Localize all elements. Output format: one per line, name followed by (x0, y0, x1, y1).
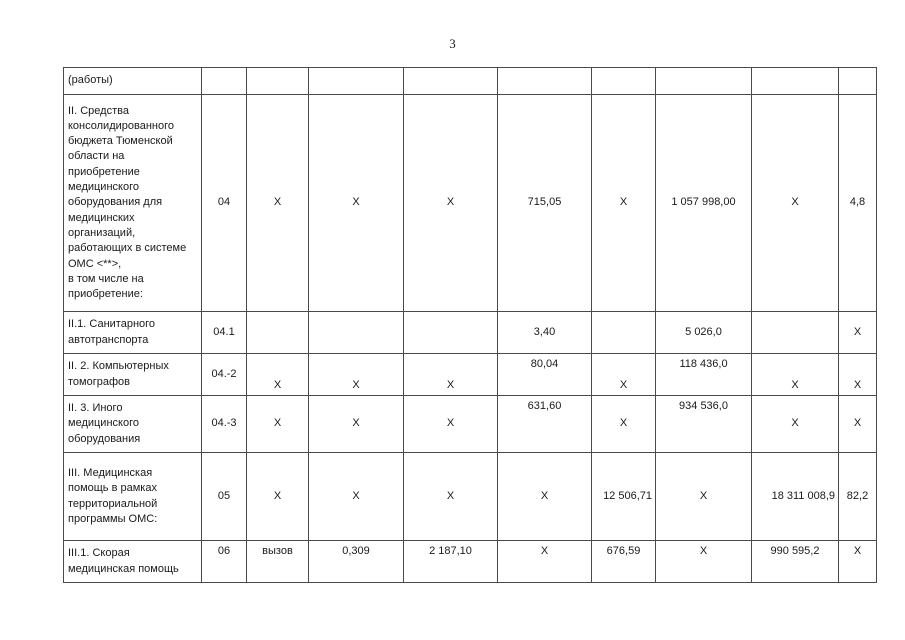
table-cell (752, 68, 839, 95)
table-cell: Х (309, 396, 404, 453)
table-cell: Х (839, 541, 877, 583)
table-cell: Х (592, 95, 656, 312)
table-cell: Х (839, 354, 877, 396)
table-row (64, 453, 877, 541)
table-cell: Х (404, 95, 498, 312)
table-row (64, 396, 877, 453)
table-cell: 05 (202, 453, 247, 541)
table-cell: 04 (202, 95, 247, 312)
table-cell: 4,8 (839, 95, 877, 312)
table-cell: 990 595,2 (752, 541, 839, 583)
table-cell: 82,2 (839, 453, 877, 541)
table-cell: 12 506,71 (592, 453, 656, 541)
table-cell: Х (752, 396, 839, 453)
row-label: (работы) (64, 68, 202, 95)
table-cell: Х (404, 453, 498, 541)
table-cell: 80,04 (498, 354, 592, 396)
table-cell (404, 68, 498, 95)
table-cell: 676,59 (592, 541, 656, 583)
table-cell: Х (247, 396, 309, 453)
table-cell: Х (498, 453, 592, 541)
table-cell: 934 536,0 (656, 396, 752, 453)
table-cell (656, 68, 752, 95)
table-cell: Х (247, 95, 309, 312)
table-cell (309, 312, 404, 354)
table-cell: 0,309 (309, 541, 404, 583)
table-cell: 5 026,0 (656, 312, 752, 354)
table-cell (592, 312, 656, 354)
table-cell: 04.1 (202, 312, 247, 354)
table-cell: Х (752, 354, 839, 396)
table-cell: вызов (247, 541, 309, 583)
row-label: III. Медицинская помощь в рамках территориальной программы ОМС: (64, 453, 202, 541)
table-cell: 715,05 (498, 95, 592, 312)
table-cell: Х (404, 396, 498, 453)
table-row (64, 354, 877, 396)
table-row (64, 95, 877, 312)
table-cell: Х (592, 354, 656, 396)
row-label: II.1. Санитарного автотранспорта (64, 312, 202, 354)
table-cell: Х (309, 354, 404, 396)
table-cell: 1 057 998,00 (656, 95, 752, 312)
table-cell (839, 68, 877, 95)
table-cell: Х (839, 312, 877, 354)
table-cell (498, 68, 592, 95)
table-cell: 118 436,0 (656, 354, 752, 396)
table-cell: Х (309, 453, 404, 541)
page-number: 3 (449, 36, 456, 51)
table-cell: 18 311 008,9 (752, 453, 839, 541)
table-cell: Х (839, 396, 877, 453)
table-cell (404, 312, 498, 354)
table-row (64, 541, 877, 583)
table-cell: Х (498, 541, 592, 583)
table-cell: Х (309, 95, 404, 312)
table-cell: 3,40 (498, 312, 592, 354)
table-cell: Х (752, 95, 839, 312)
table-cell (309, 68, 404, 95)
table-cell: Х (592, 396, 656, 453)
table-cell: 631,60 (498, 396, 592, 453)
table-cell: Х (247, 453, 309, 541)
table-cell: 04.-2 (202, 354, 247, 396)
table-cell (247, 68, 309, 95)
budget-table (63, 67, 877, 583)
table-row (64, 312, 877, 354)
table-cell (592, 68, 656, 95)
table-cell: Х (656, 541, 752, 583)
table-row (64, 68, 877, 95)
table-cell (202, 68, 247, 95)
table-cell: 04.-3 (202, 396, 247, 453)
row-label: III.1. Скорая медицинская помощь (64, 541, 202, 583)
table-cell (752, 312, 839, 354)
table-cell: Х (247, 354, 309, 396)
table-cell: 2 187,10 (404, 541, 498, 583)
table-cell (247, 312, 309, 354)
row-label: II. 2. Компьютерных томографов (64, 354, 202, 396)
table-cell: Х (404, 354, 498, 396)
table-cell: 06 (202, 541, 247, 583)
table-cell: Х (656, 453, 752, 541)
row-label: II. Средства консолидированного бюджета Тюменской области на приобретение медицинского оборудования для медицинских организаций, работающих в системе ОМС <**>, в том числе на приобретение: (64, 95, 202, 312)
row-label: II. 3. Иного медицинского оборудования (64, 396, 202, 453)
